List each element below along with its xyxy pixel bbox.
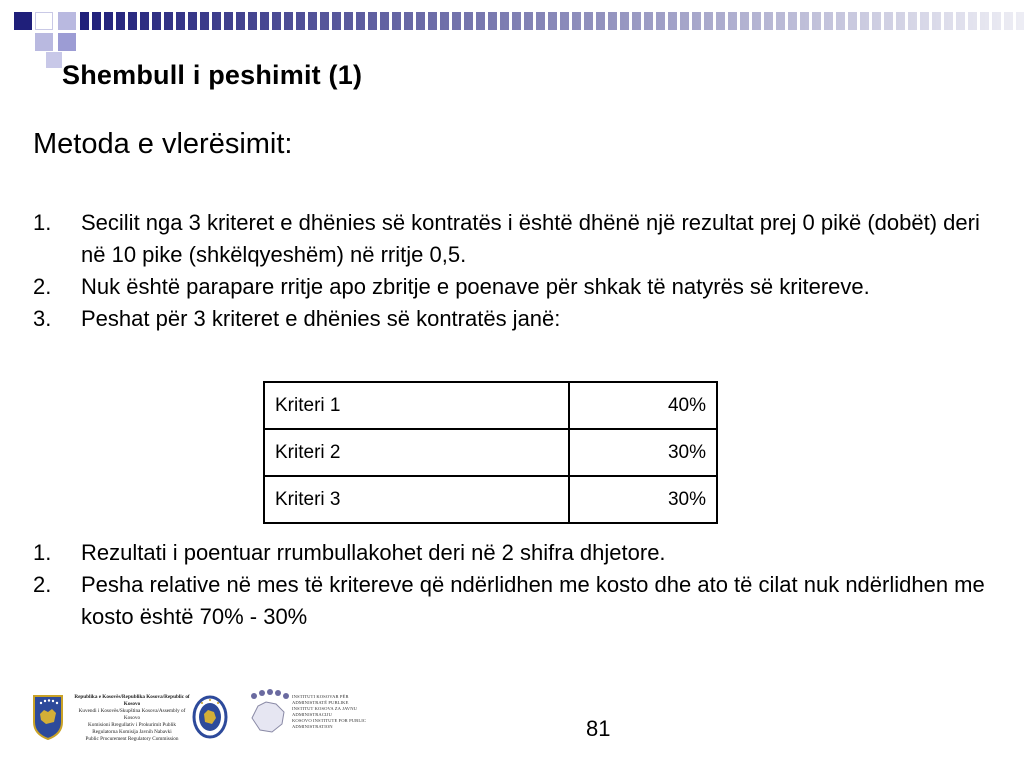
header-square [35, 33, 53, 51]
slide-title: Shembull i peshimit (1) [62, 60, 363, 90]
header-square [46, 52, 62, 68]
table-row [264, 476, 717, 523]
institute-line: INSTITUT KOSOVA ZA JAVNU ADMINISTRACIJU [292, 706, 358, 717]
list-item [33, 303, 993, 335]
header-square [35, 12, 53, 30]
list-text: Secilit nga 3 kriteret e dhënies së kontratës i është dhënë një rezultat prej 0 pikë (dobët) deri në 10 pike (shkëlqyeshëm) në rritje 0,5. [81, 210, 980, 267]
list-number: 3. [33, 306, 52, 331]
weights-table [263, 381, 718, 524]
list-item [33, 271, 993, 303]
list-number: 2. [33, 274, 52, 299]
table-row [264, 382, 717, 429]
org-line: Republika e Kosovës/Republika Kosova/Republic of Kosovo [74, 694, 190, 707]
org-line: Regulatorna Komisija Javnih Nabavki [92, 729, 172, 735]
header-decoration [80, 12, 1024, 30]
kosovo-emblem-icon [32, 694, 64, 740]
list-text: Pesha relative në mes të kritereve që ndërlidhen me kosto dhe ato të cilat nuk ndërlidhen me kosto është 70% - 30% [81, 572, 985, 629]
org-line: Komisioni Rregullativ i Prokurimit Publik [88, 722, 176, 728]
page-number: 81 [586, 716, 611, 741]
method-list [33, 207, 993, 335]
institute-line: KOSOVO INSTITUTE FOR PUBLIC ADMINISTRATION [292, 718, 367, 729]
criterion-weight: 40% [569, 382, 717, 429]
list-item [33, 569, 993, 633]
org-line: Kuvendi i Kosovës/Skupština Kosova/Assembly of Kosovo [78, 708, 186, 721]
list-number: 1. [33, 540, 52, 565]
criterion-name: Kriteri 2 [264, 429, 569, 476]
table-row [264, 429, 717, 476]
list-item [33, 537, 993, 569]
list-item [33, 207, 993, 271]
header-square [58, 33, 76, 51]
criterion-name: Kriteri 1 [264, 382, 569, 429]
criterion-weight: 30% [569, 429, 717, 476]
institute-text [292, 694, 376, 730]
list-number: 1. [33, 210, 52, 235]
criterion-name: Kriteri 3 [264, 476, 569, 523]
institute-line: INSTITUTI KOSOVAR PËR ADMINISTRATË PUBLIKE [292, 694, 349, 705]
header-square [58, 12, 76, 30]
rules-list [33, 537, 993, 633]
slide-subtitle: Metoda e vlerësimit: [33, 128, 293, 160]
list-number: 2. [33, 572, 52, 597]
organization-text [72, 694, 192, 743]
header-square [14, 12, 32, 30]
criterion-weight: 30% [569, 476, 717, 523]
procurement-seal-icon [192, 694, 228, 740]
list-text: Nuk është parapare rritje apo zbritje e poenave për shkak të natyrës së kritereve. [81, 274, 870, 299]
org-line: Public Procurement Regulatory Commission [85, 736, 179, 742]
institute-logo-icon [246, 688, 294, 740]
list-text: Rezultati i poentuar rrumbullakohet deri në 2 shifra dhjetore. [81, 540, 666, 565]
list-text: Peshat për 3 kriteret e dhënies së kontratës janë: [81, 306, 561, 331]
